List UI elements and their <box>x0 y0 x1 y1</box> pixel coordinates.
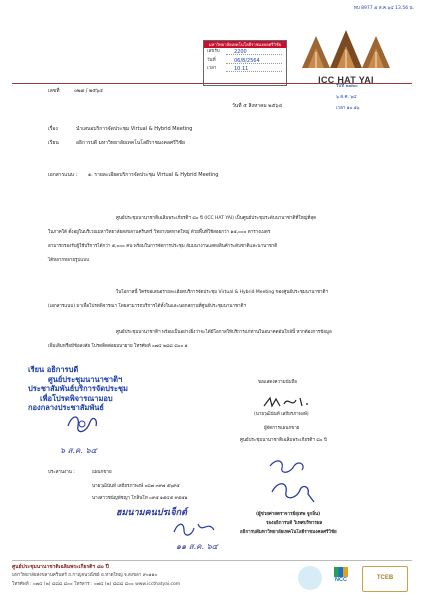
handwritten-forward-note: ฮมนามคนปรเจ็กต์ <box>116 508 187 518</box>
receipt-number-label: เลขรับ <box>207 49 220 54</box>
receipt-stamp-row <box>204 48 286 57</box>
ncc-badge-text: NCC <box>335 577 347 583</box>
doc-number-label: เลขที่ <box>48 88 60 94</box>
signature-bottom-icon <box>170 518 220 540</box>
routing-line: เพื่อโปรดพิจารณามอบ <box>40 393 113 403</box>
subject-label: เรื่อง <box>48 126 58 132</box>
recipient-text: อธิการบดี มหาวิทยาลัยเทคโนโลยีราชมงคลศรีวิชัย <box>76 140 185 146</box>
approver-org: อธิการบดีมหาวิทยาลัยเทคโนโลยีราชมงคลศรีวิชัย <box>240 530 337 535</box>
receipt-stamp-title: มหาวิทยาลัยเทคโนโลยีราชมงคลศรีวิชัย <box>204 41 286 48</box>
contact-line: นายวุฒินันท์ เสถียรภาพงษ์ ๐๘๗ ๓๙๗ ๕๖๙๕ <box>92 484 180 489</box>
footer-phone: โทรศัพท์ : ๐๗๔ (๒) ๘๘๘ ๘๐๐ โทรสาร : ๐๗๔ (๒) ๘๘๘ ๘๐๐ www.iccthatyai.com <box>12 582 181 587</box>
receive-stamp-date: ๖ ส.ค. ๖๔ <box>336 95 357 100</box>
receipt-date-value: 06/8/2564 <box>234 57 260 64</box>
signer-name: (นายวุฒินันท์ เสถียรภาพงษ์) <box>254 412 309 417</box>
handwritten-date-left: ๖ ส.ค. ๖๔ <box>60 446 97 455</box>
signer-org: ศูนย์ประชุมนานาชาติเฉลิมพระเกียรติฯ ๘๐ ปี <box>240 438 327 443</box>
receipt-stamp-row <box>204 65 286 74</box>
contacts-label: ประสานงาน : <box>48 470 75 475</box>
body-p1-line: สามารถรองรับผู้ใช้บริการได้กว่า ๕,๐๐๐ คน พร้อมในการจัดการประชุม สัมมนางานแสดงสินค้าระดับชาติและนานาชาติ <box>48 244 278 249</box>
signature-approver-icon <box>262 456 318 510</box>
tceb-badge-text: TCEB <box>376 575 394 581</box>
tceb-badge <box>362 566 408 592</box>
attachment-label: เอกสารแนบ : <box>48 172 78 178</box>
letter-date: วันที่ ๕ สิงหาคม ๒๕๖๔ <box>232 103 283 109</box>
body-p3-line: ศูนย์ประชุมนานาชาติฯ พร้อมเป็นอย่างยิ่งว่าจะได้มีโอกาสให้บริการแก่ท่านในอนาคตอันใกล้นี้ หากต้องการข้อมูล <box>116 330 332 335</box>
received-note: ทบ 8977 ๕ ส.ค.๖๔ 13.56 น. <box>353 6 414 11</box>
routing-line: ประชาสัมพันธ์บริการจัดประชุม <box>28 384 128 393</box>
receipt-number-value: 2200 <box>234 49 247 55</box>
signature-left-icon <box>62 412 106 436</box>
receipt-time-value: 10.11 <box>234 66 249 72</box>
footer-address: มหาวิทยาลัยสงขลานครินทร์ ถ.กาญจนวณิชย์ อ.หาดใหญ่ จ.สงขลา ๙๐๑๑๐ <box>12 573 158 578</box>
body-p2-line: (เอกสารแนบ) มาเพื่อโปรดพิจารณา โดยสามารถบริการได้ทั้งในและนอกสถานที่ศูนย์ประชุมนานาชาติฯ <box>48 304 247 309</box>
approver-position: รองอธิการบดี วิเทศบริหารผล <box>266 521 323 526</box>
recipient-label: เรียน <box>48 140 59 146</box>
ncc-logo-icon <box>334 567 348 577</box>
footer-divider <box>12 560 412 561</box>
contact-line: นางสาวชนัญพัชญา โกสินโท ๐๙๕ ๑๕๔๕ ๙๕๕๑ <box>92 496 188 501</box>
body-p1-line: ในภาคใต้ ตั้งอยู่ในบริเวณมหาวิทยาลัยสงขลานครินทร์ วิทยาเขตหาดใหญ่ ด้วยพื้นที่ใช้สอยกว่า ๑๕,๐๐๐ ตารางเมตร <box>48 230 271 235</box>
ncc-badge <box>326 566 356 590</box>
approver-name: (ผู้ช่วยศาสตราจารย์สุเทพ จูกลิ่น) <box>256 512 321 517</box>
receipt-stamp-row <box>204 57 286 66</box>
icc-logo-mark <box>296 26 396 70</box>
receive-stamp-number: รับที่ ๒๗๒๐ <box>336 84 358 89</box>
icc-logo <box>296 26 396 85</box>
closing-regards: ขอแสดงความนับถือ <box>258 380 297 385</box>
receipt-date-label: วันที่ <box>207 57 216 63</box>
body-p3-line: เพิ่มเติมหรือมีข้อสงสัย โปรดติดต่อผมนายาย โทรศัพท์ ๐๗๔ ๒๘๘ ๘๐๐ ๑ <box>48 344 188 349</box>
receive-stamp-time: เวลา ๑๐.๑๖ <box>336 106 360 111</box>
routing-line: เรียน อธิการบดี <box>28 365 79 374</box>
body-p2-line: ในโอกาสนี้ ใคร่ขอเสนอรายละเอียดบริการจัดประชุม Virtual & Hybrid Meeting ของศูนย์ประชุมนานาชาติฯ <box>116 290 328 295</box>
receipt-time-label: เวลา <box>207 66 217 71</box>
doc-number-value: ๐๒๗ / ๒๕๖๔ <box>74 88 104 94</box>
routing-line: ศูนย์ประชุมนานาชาติฯ <box>48 374 123 384</box>
handwritten-date-bottom: ๑๑ ส.ค. ๖๔ <box>176 542 218 551</box>
icc-logo-text: ICC HAT YAI <box>318 75 374 85</box>
routing-stamp <box>28 365 128 413</box>
footer-org: ศูนย์ประชุมนานาชาติเฉลิมพระเกียรติฯ ๘๐ ปี <box>12 564 109 570</box>
contacts-dept: แผนกขาย <box>92 470 112 475</box>
attachment-text: ๑. รายละเอียดบริการจัดประชุม Virtual & Hybrid Meeting <box>88 172 219 178</box>
routing-line: กองกลางประชาสัมพันธ์ <box>28 403 105 412</box>
signature-sender-icon <box>262 394 310 412</box>
body-p1-line: ได้หลากหลายรูปแบบ <box>48 258 89 263</box>
receipt-stamp <box>203 40 287 86</box>
signer-title: ผู้จัดการแผนกขาย <box>264 426 300 431</box>
body-p1-line: ศูนย์ประชุมนานาชาติเฉลิมพระเกียรติฯ ๘๐ ปี (ICC HAT YAI) เป็นศูนย์ประชุมระดับนานาชาติที่ใหญ่ที่สุด <box>116 216 317 221</box>
footer-badge-circle <box>298 566 322 590</box>
subject-text: นำเสนอบริการจัดประชุม Virtual & Hybrid Meeting <box>76 126 193 132</box>
